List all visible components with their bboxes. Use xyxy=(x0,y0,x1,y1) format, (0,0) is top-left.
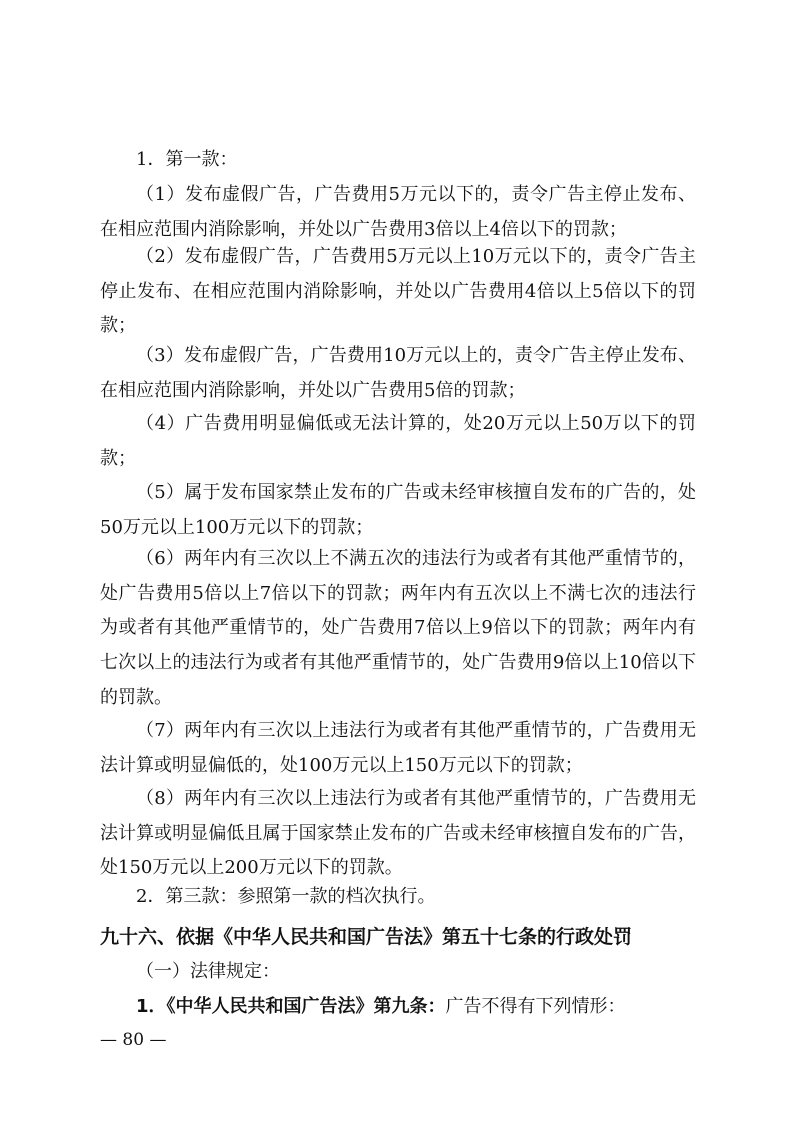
article-9-text: 广告不得有下列情形： xyxy=(445,996,626,1017)
article-9-title: 1．《中华人民共和国广告法》第九条： xyxy=(136,996,446,1017)
paragraph-article-9 xyxy=(100,990,696,1025)
paragraph-item-5: （5）属于发布国家禁止发布的广告或未经审核擅自发布的广告的，处50万元以上100万元以下的罚款； xyxy=(100,482,696,538)
paragraph-item-2: （2）发布虚假广告，广告费用5万元以上10万元以下的，责令广告主停止发布、在相应范围内消除影响，并处以广告费用4倍以上5倍以下的罚款； xyxy=(100,246,696,337)
paragraph-item-4: （4）广告费用明显偏低或无法计算的，处20万元以上50万以下的罚款； xyxy=(100,413,696,469)
paragraph-clause-3: 2．第三款：参照第一款的档次执行。 xyxy=(136,886,436,907)
paragraph-clause-1-heading: 1．第一款： xyxy=(136,149,238,170)
paragraph-item-1: （1）发布虚假广告，广告费用5万元以下的，责令广告主停止发布、在相应范围内消除影响，并处以广告费用3倍以上4倍以下的罚款； xyxy=(100,184,696,240)
paragraph-item-8: （8）两年内有三次以上违法行为或者有其他严重情节的，广告费用无法计算或明显偏低且属于国家禁止发布的广告或未经审核擅自发布的广告，处150万元以上200万元以下的罚款。 xyxy=(100,788,696,879)
section-heading: 九十六、依据《中华人民共和国广告法》第五十七条的行政处罚 xyxy=(100,926,633,948)
paragraph-legal-provisions: （一）法律规定： xyxy=(136,961,280,982)
paragraph-item-7: （7）两年内有三次以上违法行为或者有其他严重情节的，广告费用无法计算或明显偏低的，处100万元以上150万元以下的罚款； xyxy=(100,720,696,776)
page-number: — 80 — xyxy=(100,1030,167,1050)
paragraph-item-3: （3）发布虚假广告，广告费用10万元以上的，责令广告主停止发布、在相应范围内消除影响，并处以广告费用5倍的罚款； xyxy=(100,345,696,401)
paragraph-item-6: （6）两年内有三次以上不满五次的违法行为或者有其他严重情节的，处广告费用5倍以上7倍以下的罚款；两年内有五次以上不满七次的违法行为或者有其他严重情节的，处广告费用7倍以上9倍以下的罚款；两年内有七次以上的违法行为或者有其他严重情节的，处广告费用9倍以上10倍以下的罚款。 xyxy=(100,548,696,708)
